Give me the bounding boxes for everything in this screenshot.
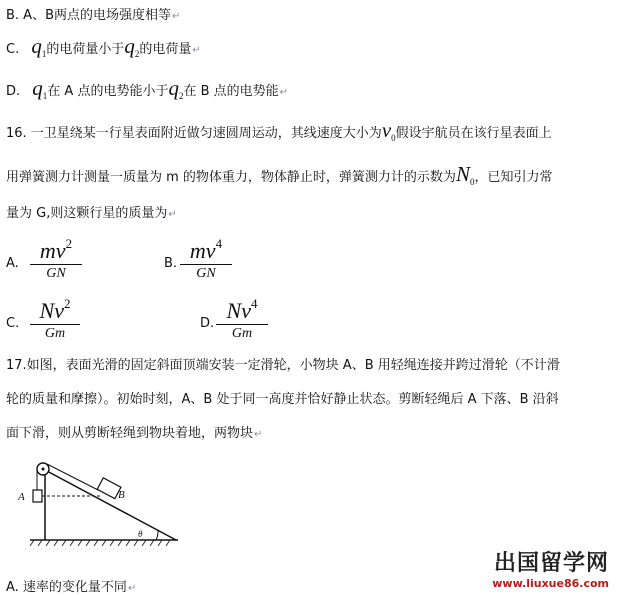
q16-option-a-fraction: $mv^2$ GN	[30, 232, 82, 282]
q17-option-a-line	[6, 576, 136, 595]
watermark-logo	[492, 546, 609, 590]
block-a	[33, 490, 42, 502]
q17-text-2: 轮的质量和摩擦）。初始时刻，A、B 处于同一高度并恰好静止状态。剪断轻绳后 A 下落、B 沿斜	[6, 392, 559, 407]
option-b-line	[6, 4, 180, 23]
q2-symbol: $q_2$	[168, 76, 184, 101]
option-d-line	[6, 76, 288, 101]
q2-symbol: $q_2$	[124, 34, 140, 59]
q16-text-1b: 假设宇航员在该行星表面上	[395, 126, 552, 141]
label-theta: θ	[138, 529, 143, 539]
option-c-line	[6, 34, 201, 59]
q17-line-1	[6, 354, 560, 373]
label-a: A	[18, 491, 25, 503]
incline-surface	[45, 470, 176, 540]
q16-text-1a: 16. 一卫星绕某一行星表面附近做匀速圆周运动，其线速度大小为	[6, 126, 382, 141]
q17-text-3: 面下滑，则从剪断轻绳到物块着地，两物块	[6, 426, 254, 441]
ground-hatching	[30, 540, 170, 546]
option-d-mid: 在 A 点的电势能小于	[47, 84, 169, 99]
return-mark-icon: ↵	[172, 11, 181, 22]
watermark-url: www.liuxue86.com	[492, 577, 609, 590]
q1-symbol: $q_1$	[32, 76, 48, 101]
incline-pulley-figure	[10, 456, 185, 548]
v0-symbol: $v_0$	[381, 118, 396, 143]
q17-line-3	[6, 422, 262, 441]
q16-option-b-label: B.	[164, 256, 178, 271]
option-c-label: C.	[6, 42, 20, 57]
n0-symbol: $N_0$	[455, 162, 475, 187]
option-c-mid: 的电荷量小于	[46, 42, 125, 57]
q16-option-d-label: D.	[200, 316, 215, 331]
option-d-label: D.	[6, 84, 21, 99]
return-mark-icon: ↵	[192, 45, 201, 56]
q17-option-a-text: A. 速率的变化量不同	[6, 580, 127, 595]
q17-line-2	[6, 388, 559, 407]
q16-option-c-fraction: Nv$^2$ Gm	[30, 292, 80, 342]
q16-line-3	[6, 202, 177, 221]
q16-option-b-fraction: $mv^4$ GN	[180, 232, 232, 282]
label-b: B	[118, 489, 125, 501]
watermark-text: 出国留学网	[493, 551, 609, 576]
option-d-tail: 在 B 点的电势能	[183, 84, 279, 99]
option-b-text: B. A、B两点的电场强度相等	[6, 8, 171, 23]
q16-text-2a: 用弹簧测力计测量一质量为 m 的物体重力，物体静止时，弹簧测力计的示数为	[6, 170, 456, 185]
q16-option-d-fraction: Nv$^4$ Gm	[216, 292, 268, 342]
angle-arc	[156, 530, 158, 540]
return-mark-icon: ↵	[254, 429, 263, 440]
q16-option-a-label: A.	[6, 256, 19, 271]
q16-line-2	[6, 162, 552, 187]
q17-text-1: 17.如图，表面光滑的固定斜面顶端安装一定滑轮，小物块 A、B 用轻绳连接并跨过滑轮（不计滑	[6, 358, 560, 373]
option-c-tail: 的电荷量	[139, 42, 192, 57]
q16-text-2b: ，已知引力常	[474, 170, 553, 185]
q1-symbol: $q_1$	[31, 34, 47, 59]
q16-text-3: 量为 G,则这颗行星的质量为	[6, 206, 168, 221]
q16-line-1	[6, 118, 552, 143]
return-mark-icon: ↵	[279, 87, 289, 98]
return-mark-icon: ↵	[168, 209, 177, 220]
return-mark-icon: ↵	[127, 583, 137, 594]
rope-to-b	[47, 464, 98, 490]
q16-option-c-label: C.	[6, 316, 20, 331]
